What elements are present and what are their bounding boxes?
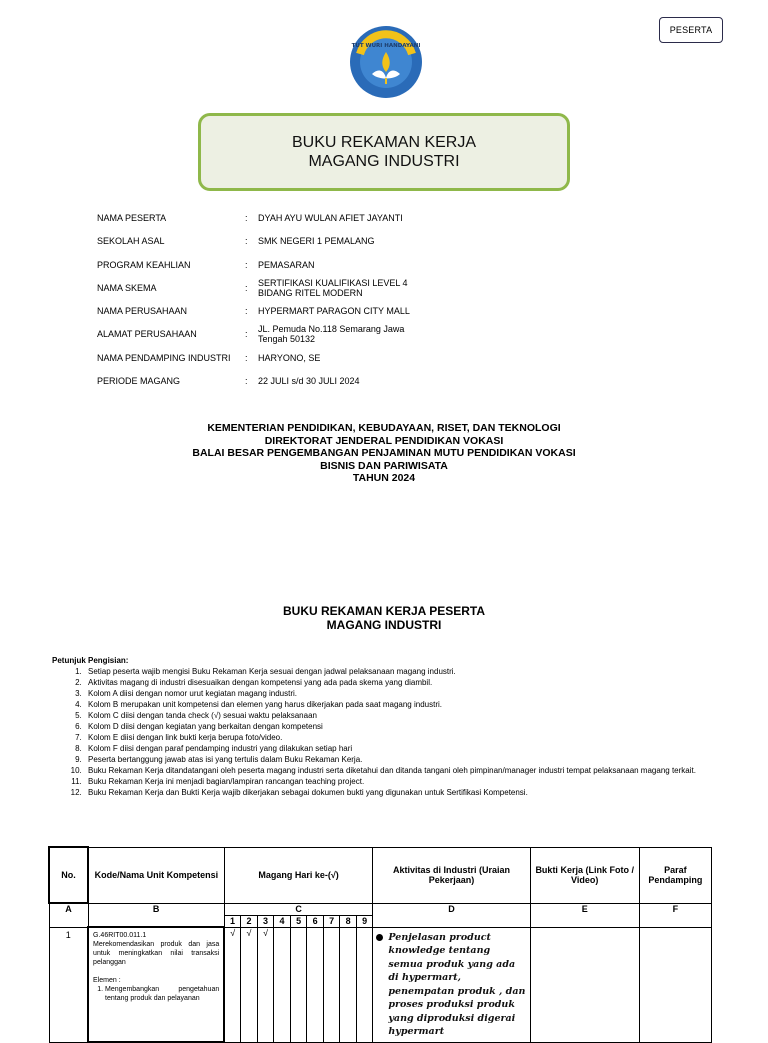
info-value: HYPERMART PARAGON CITY MALL <box>258 306 410 317</box>
info-row <box>97 210 437 233</box>
unit-kompetensi-cell <box>88 927 224 1042</box>
instruction-item: 4. Kolom B merupakan unit kompetensi dan elemen yang harus dikerjakan pada saat magang industri. <box>84 699 732 710</box>
instruction-item: 8. Kolom F diisi dengan paraf pendamping industri yang dilakukan setiap hari <box>84 743 732 754</box>
info-row <box>97 373 437 396</box>
info-label: NAMA SKEMA <box>97 282 157 293</box>
col-header-paraf: Paraf Pendamping <box>639 847 711 903</box>
tut-wuri-handayani-logo <box>348 24 424 100</box>
col-letter-e: E <box>530 903 639 927</box>
col-letter-c: C <box>224 903 373 915</box>
info-colon: : <box>245 213 248 223</box>
instruction-item: 7. Kolom E diisi dengan link bukti kerja berupa foto/video. <box>84 732 732 743</box>
info-row <box>97 233 437 256</box>
info-row <box>97 303 437 326</box>
work-record-table <box>48 846 712 1043</box>
col-header-no: No. <box>49 847 88 903</box>
info-colon: : <box>245 282 248 293</box>
participant-info <box>97 210 437 396</box>
day-check[interactable] <box>307 927 324 1042</box>
info-value: SERTIFIKASI KUALIFIKASI LEVEL 4 BIDANG RITEL MODERN <box>258 277 408 298</box>
col-header-bukti: Bukti Kerja (Link Foto / Video) <box>530 847 639 903</box>
paraf-cell[interactable] <box>639 927 711 1042</box>
info-label: PROGRAM KEAHLIAN <box>97 259 191 270</box>
info-label: NAMA PERUSAHAAN <box>97 306 188 317</box>
svg-text:TUT WURI HANDAYANI: TUT WURI HANDAYANI <box>351 43 421 49</box>
day-check[interactable] <box>356 927 373 1042</box>
day-check[interactable] <box>340 927 357 1042</box>
section-title <box>0 604 768 632</box>
info-value: JL. Pemuda No.118 Semarang Jawa Tengah 50132 <box>258 324 405 345</box>
instruction-item: 12. Buku Rekaman Kerja dan Bukti Kerja wajib dikerjakan sebagai dokumen bukti yang digunakan untuk Sertifikasi Kompetensi. <box>84 787 732 798</box>
instruction-item: 5. Kolom C diisi dengan tanda check (√) sesuai waktu pelaksanaan <box>84 710 732 721</box>
info-label: SEKOLAH ASAL <box>97 236 165 247</box>
col-header-kode: Kode/Nama Unit Kompetensi <box>88 847 224 903</box>
instruction-item: 9. Peserta bertanggung jawab atas isi yang tertulis dalam Buku Rekaman Kerja. <box>84 754 732 765</box>
day-check[interactable]: √ <box>241 927 258 1042</box>
instruction-item: 6. Kolom D diisi dengan kegiatan yang berkaitan dengan kompetensi <box>84 721 732 732</box>
day-header: 5 <box>290 915 307 927</box>
instruction-item: 10. Buku Rekaman Kerja ditandatangani oleh peserta magang industri serta diketahui dan ditanda tangani oleh pimpinan/manager industri tempat pelaksanaan magang terkait. <box>84 765 732 776</box>
info-row <box>97 257 437 280</box>
document-title-box <box>198 113 570 191</box>
ministry-line: BISNIS DAN PARIWISATA <box>320 459 448 472</box>
info-value: 22 JULI s/d 30 JULI 2024 <box>258 376 360 387</box>
col-letter-b: B <box>88 903 224 927</box>
instruction-item: 3. Kolom A diisi dengan nomor urut kegiatan magang industri. <box>84 688 732 699</box>
col-header-hari: Magang Hari ke-(√) <box>224 847 373 903</box>
instructions-heading: Petunjuk Pengisian: <box>52 656 129 665</box>
day-check[interactable] <box>274 927 291 1042</box>
info-row <box>97 326 437 349</box>
title-line-1: BUKU REKAMAN KERJA <box>291 134 477 151</box>
day-header: 1 <box>224 915 241 927</box>
day-header: 8 <box>340 915 357 927</box>
col-header-aktivitas: Aktivitas di Industri (Uraian Pekerjaan) <box>373 847 530 903</box>
table-row <box>49 927 712 1042</box>
elemen-item: 1. Mengembangkan pengetahuan tentang produk dan pelayanan <box>105 985 219 1003</box>
info-label: PERIODE MAGANG <box>97 376 181 387</box>
day-header: 3 <box>257 915 274 927</box>
bullet-icon <box>376 934 383 941</box>
info-label: NAMA PENDAMPING INDUSTRI <box>97 352 231 363</box>
info-row <box>97 277 437 303</box>
aktivitas-cell <box>373 927 530 1042</box>
info-colon: : <box>245 376 248 387</box>
unit-name: Merekomendasikan produk dan jasa untuk meningkatkan nilai transaksi pelanggan <box>93 941 220 966</box>
ministry-line: TAHUN 2024 <box>352 472 416 485</box>
ministry-block <box>0 422 768 485</box>
day-header: 4 <box>274 915 291 927</box>
row-number: 1 <box>49 927 88 1042</box>
info-colon: : <box>245 329 248 340</box>
info-colon: : <box>245 236 248 247</box>
col-letter-d: D <box>373 903 530 927</box>
info-value: SMK NEGERI 1 PEMALANG <box>258 236 375 247</box>
day-header: 2 <box>241 915 258 927</box>
elemen-label: Elemen : <box>93 977 121 984</box>
info-colon: : <box>245 259 248 270</box>
instruction-item: 1. Setiap peserta wajib mengisi Buku Rekaman Kerja sesuai dengan jadwal pelaksanaan magang industri. <box>84 666 732 677</box>
title-line-2: MAGANG INDUSTRI <box>308 153 460 170</box>
section-title-line-1: BUKU REKAMAN KERJA PESERTA <box>282 604 485 618</box>
day-check[interactable]: √ <box>257 927 274 1042</box>
day-header: 7 <box>323 915 340 927</box>
info-colon: : <box>245 352 248 363</box>
col-letter-f: F <box>639 903 711 927</box>
info-label: ALAMAT PERUSAHAAN <box>97 329 197 340</box>
instruction-item: 2. Aktivitas magang di industri disesuaikan dengan kompetensi yang ada pada skema yang diambil. <box>84 677 732 688</box>
day-header: 6 <box>307 915 324 927</box>
peserta-badge: PESERTA <box>659 17 723 43</box>
info-value: DYAH AYU WULAN AFIET JAYANTI <box>258 213 403 223</box>
col-letter-a: A <box>49 903 88 927</box>
unit-code: G.46RIT00.011.1 <box>93 932 147 939</box>
instructions-list <box>84 666 732 798</box>
section-title-line-2: MAGANG INDUSTRI <box>326 618 442 632</box>
day-check[interactable] <box>323 927 340 1042</box>
instructions <box>52 655 732 798</box>
day-check[interactable]: √ <box>224 927 241 1042</box>
info-row <box>97 350 437 373</box>
info-label: NAMA PESERTA <box>97 213 167 223</box>
instruction-item: 11. Buku Rekaman Kerja ini menjadi bagian/lampiran rancangan teaching project. <box>84 776 732 787</box>
info-value: PEMASARAN <box>258 259 315 270</box>
day-check[interactable] <box>290 927 307 1042</box>
day-header: 9 <box>356 915 373 927</box>
info-value: HARYONO, SE <box>258 352 321 363</box>
info-colon: : <box>245 306 248 317</box>
aktivitas-text: Penjelasan product knowledge tentang semua produk yang ada di hypermart, penempatan produk , dan proses produksi produk yang diproduksi digerai hypermart <box>388 931 526 1037</box>
bukti-kerja-cell[interactable] <box>530 927 639 1042</box>
ministry-line: BALAI BESAR PENGEMBANGAN PENJAMINAN MUTU PENDIDIKAN VOKASI <box>192 447 576 460</box>
ministry-line: KEMENTERIAN PENDIDIKAN, KEBUDAYAAN, RISET, DAN TEKNOLOGI <box>207 422 561 434</box>
ministry-line: DIREKTORAT JENDERAL PENDIDIKAN VOKASI <box>264 434 504 447</box>
